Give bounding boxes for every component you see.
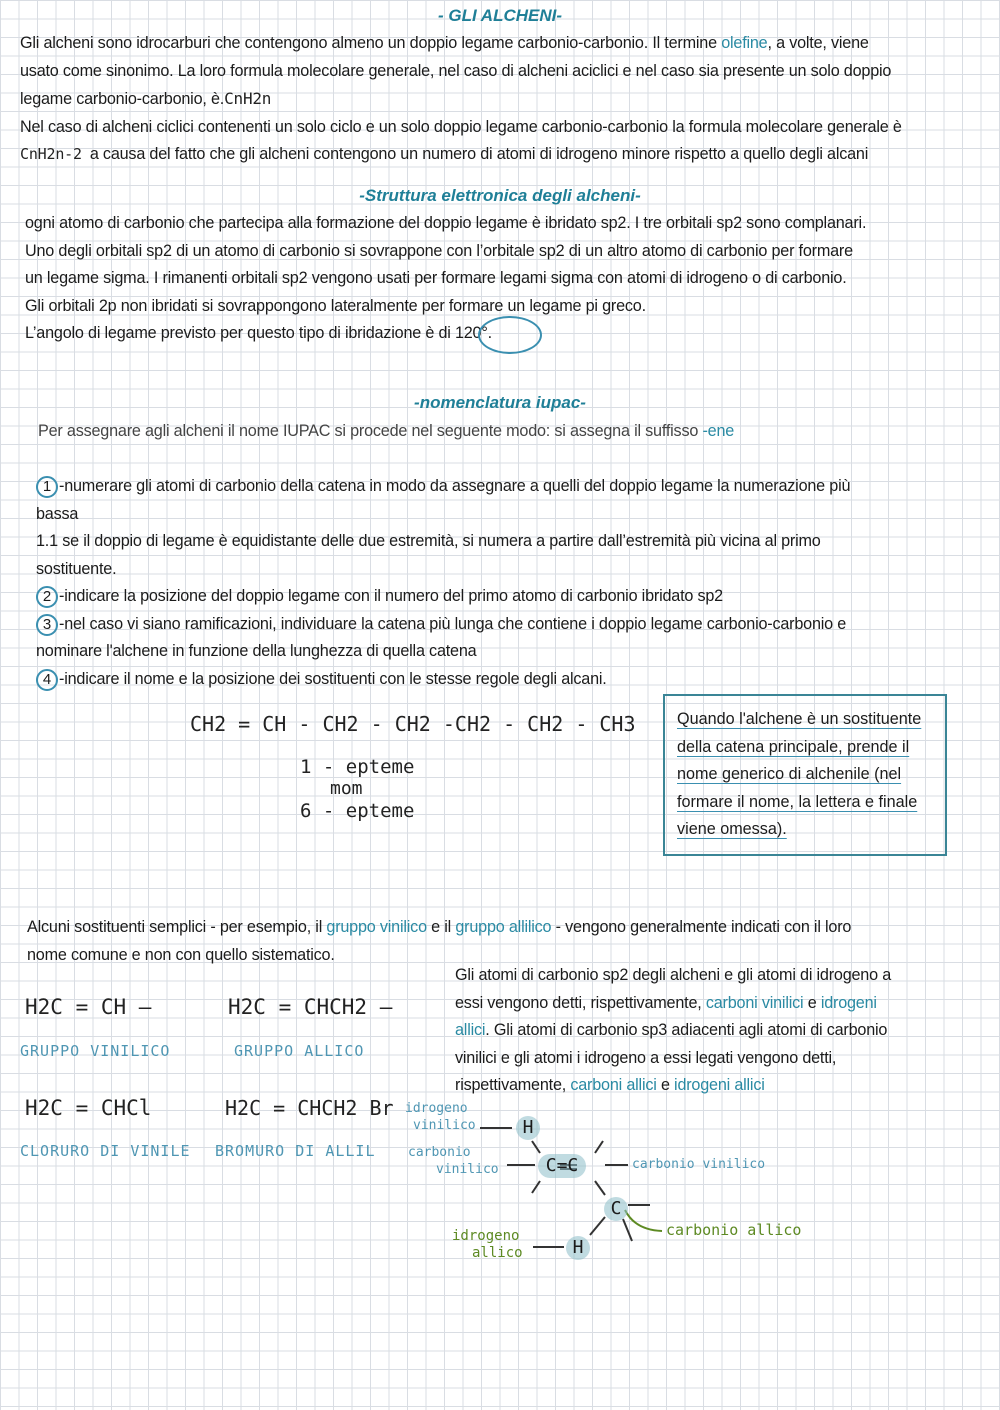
term-vinilico: gruppo vinilico [326, 918, 427, 936]
rule-number-3: 3 [36, 614, 58, 636]
group-formula: H2C = CHCH2 Br [225, 1096, 394, 1120]
label-carbonio-vinilico-right: carbonio vinilico [632, 1157, 766, 1172]
rule-number-1: 1 [36, 476, 58, 498]
label-line: idrogeno [405, 1101, 468, 1116]
label-idrogeno-vinilico [405, 1100, 476, 1134]
nomenclatura-intro-text: Per assegnare agli alcheni il nome IUPAC si procede nel seguente modo: si assegna il suffisso [38, 422, 703, 440]
label-line: vinilico [413, 1118, 476, 1133]
section-title-struttura: -Struttura elettronica degli alcheni- [359, 186, 641, 205]
rule-2-text: -indicare la posizione del doppio legame con il numero del primo atomo di carbonio ibridato sp2 [59, 587, 723, 605]
example-formula: CH2 = CH - CH2 - CH2 -CH2 - CH2 - CH3 [190, 712, 636, 736]
struttura-line: Gli orbitali 2p non ibridati si sovrappongono lateralmente per formare un legame pi greco. [25, 296, 646, 315]
carboni-line-1: Gli atomi di carbonio sp2 degli alcheni e gli atomi di idrogeno a [455, 966, 892, 984]
intro-line-4: Nel caso di alcheni ciclici contenenti un solo ciclo e un solo doppio legame carbonio-carbonio la formula molecolare generale è [20, 117, 902, 136]
label-line: allico [472, 1245, 523, 1261]
term-idrogeni-allici: idrogeni allici [674, 1076, 765, 1094]
term-carboni-vinilici: carboni vinilici [705, 993, 804, 1012]
example-correct-name: 1 - epteme [300, 756, 415, 778]
example-mid: mom [330, 778, 363, 799]
label-line: carbonio [408, 1145, 471, 1160]
term-allilico: gruppo allilico [455, 918, 552, 936]
rule-1-text: -numerare gli atomi di carbonio della catena in modo da assegnare a quelli del doppio legame la numerazione più [59, 477, 851, 495]
page-title: - GLI ALCHENI- [437, 6, 563, 25]
box-line: viene omessa). [677, 820, 787, 838]
sostituenti-paragraph [27, 914, 992, 969]
formula-cyclic: CnH2n-2 [20, 145, 82, 163]
box-line: formare il nome, la lettera e finale [677, 792, 918, 811]
group-name: GRUPPO VINILICO [20, 1042, 171, 1060]
intro-line-2: usato come sinonimo. La loro formula molecolare generale, nel caso di alcheni aciclici e nel caso sia presente un solo doppio [20, 61, 892, 80]
carboni-l3b: . Gli atomi di carbonio sp3 adiacenti agli atomi di carbonio [485, 1021, 888, 1039]
example-wrong-name: 6 - epteme [300, 800, 415, 822]
allyl-hydrogen-atom: H [566, 1236, 590, 1260]
label-line: idrogeno [452, 1228, 520, 1244]
rules-list [36, 473, 986, 693]
rule-4-text: -indicare il nome e la posizione dei sostituenti con le stesse regole degli alcani. [59, 669, 607, 688]
allyl-carbon-atom: C [604, 1197, 628, 1221]
carboni-l2a: essi vengono detti, rispettivamente, [455, 993, 706, 1012]
struttura-line: ogni atomo di carbonio che partecipa alla formazione del doppio legame è ibridato sp2. I tre orbitali sp2 sono complanari. [25, 214, 867, 232]
sost-d: nome comune e non con quello sistematico. [27, 945, 335, 964]
rule-1-cont: bassa [36, 504, 79, 523]
box-line: nome generico di alchenile (nel [677, 765, 902, 783]
label-carbonio-vinilico-left [408, 1144, 499, 1178]
rule-3-cont: nominare l'alchene in funzione della lunghezza di quella catena [36, 642, 477, 660]
struttura-line: L’angolo di legame previsto per questo tipo di ibridazione è di 120°. [25, 324, 492, 342]
suffix-ene: -ene [702, 422, 735, 440]
angle-circle-mark [478, 316, 542, 354]
carbon-atom: C [567, 1155, 579, 1176]
term-idrogeni: idrogeni [820, 993, 877, 1012]
label-carbonio-allico: carbonio allico [666, 1221, 802, 1239]
label-line: vinilico [436, 1162, 499, 1177]
rule-3-text: -nel caso vi siano ramificazioni, individuare la catena più lunga che contiene i doppio legame carbonio-carbonio e [59, 614, 847, 633]
sost-b: e il [426, 918, 456, 936]
box-line: Quando l'alchene è un sostituente [677, 710, 922, 728]
sost-c: - vengono generalmente indicati con il loro [551, 918, 852, 936]
rule-number-2: 2 [36, 586, 58, 608]
section-title-nomenclatura: -nomenclatura iupac- [414, 393, 586, 412]
vinyl-hydrogen-atom: H [516, 1116, 540, 1140]
group-formula: H2C = CHCl [25, 1096, 152, 1120]
nomenclatura-intro [38, 418, 988, 446]
intro-paragraph [20, 30, 990, 169]
carboni-paragraph [455, 962, 990, 1100]
carboni-l5b: e [656, 1076, 675, 1094]
group-formula: H2C = CHCH2 – [228, 995, 393, 1019]
vinyl-carbon-pair: C=C [538, 1154, 586, 1178]
group-name: GRUPPO ALLICO [234, 1042, 365, 1060]
rule-1-1-text: 1.1 se il doppio di legame è equidistante delle due estremità, si numera a partire dall’estremità più vicina al primo [36, 532, 821, 550]
alchenile-note-box [663, 694, 947, 856]
term-carboni-allici: carboni allici [570, 1076, 657, 1094]
intro-line-1b: , a volte, viene [767, 34, 869, 52]
intro-line-3: legame carbonio-carbonio, è. [20, 90, 225, 108]
olefine-term: olefine [721, 34, 768, 52]
struttura-line: un legame sigma. I rimanenti orbitali sp2 vengono usati per formare legami sigma con atomi di idrogeno o di carbonio. [25, 269, 847, 287]
term-allici: allici [455, 1021, 486, 1039]
struttura-line: Uno degli orbitali sp2 di un atomo di carbonio si sovrappone con l’orbitale sp2 di un altro atomo di carbonio per formare [25, 241, 853, 260]
carbon-atom: C [545, 1155, 557, 1176]
rule-1-1-cont: sostituente. [36, 559, 117, 578]
rule-number-4: 4 [36, 669, 58, 691]
carboni-l2b: e [803, 993, 821, 1012]
carboni-line-4: vinilici e gli atomi i idrogeno a essi legati vengono detti, [455, 1048, 837, 1067]
group-name: CLORURO DI VINILE [20, 1142, 191, 1160]
intro-line-1a: Gli alcheni sono idrocarburi che contengono almeno un doppio legame carbonio-carbonio. Il termine [20, 34, 722, 52]
intro-line-5: a causa del fatto che gli alcheni contengono un numero di atomi di idrogeno minore rispetto a quello degli alcani [89, 145, 869, 163]
sost-a: Alcuni sostituenti semplici - per esempio, il [27, 918, 327, 936]
box-line: della catena principale, prende il [677, 737, 910, 756]
group-name: BROMURO DI ALLIL [215, 1142, 376, 1160]
group-formula: H2C = CH – [25, 995, 152, 1019]
carboni-l5a: rispettivamente, [455, 1076, 571, 1094]
label-idrogeno-allico [452, 1228, 523, 1262]
formula-acyclic: CnH2n [224, 89, 272, 108]
